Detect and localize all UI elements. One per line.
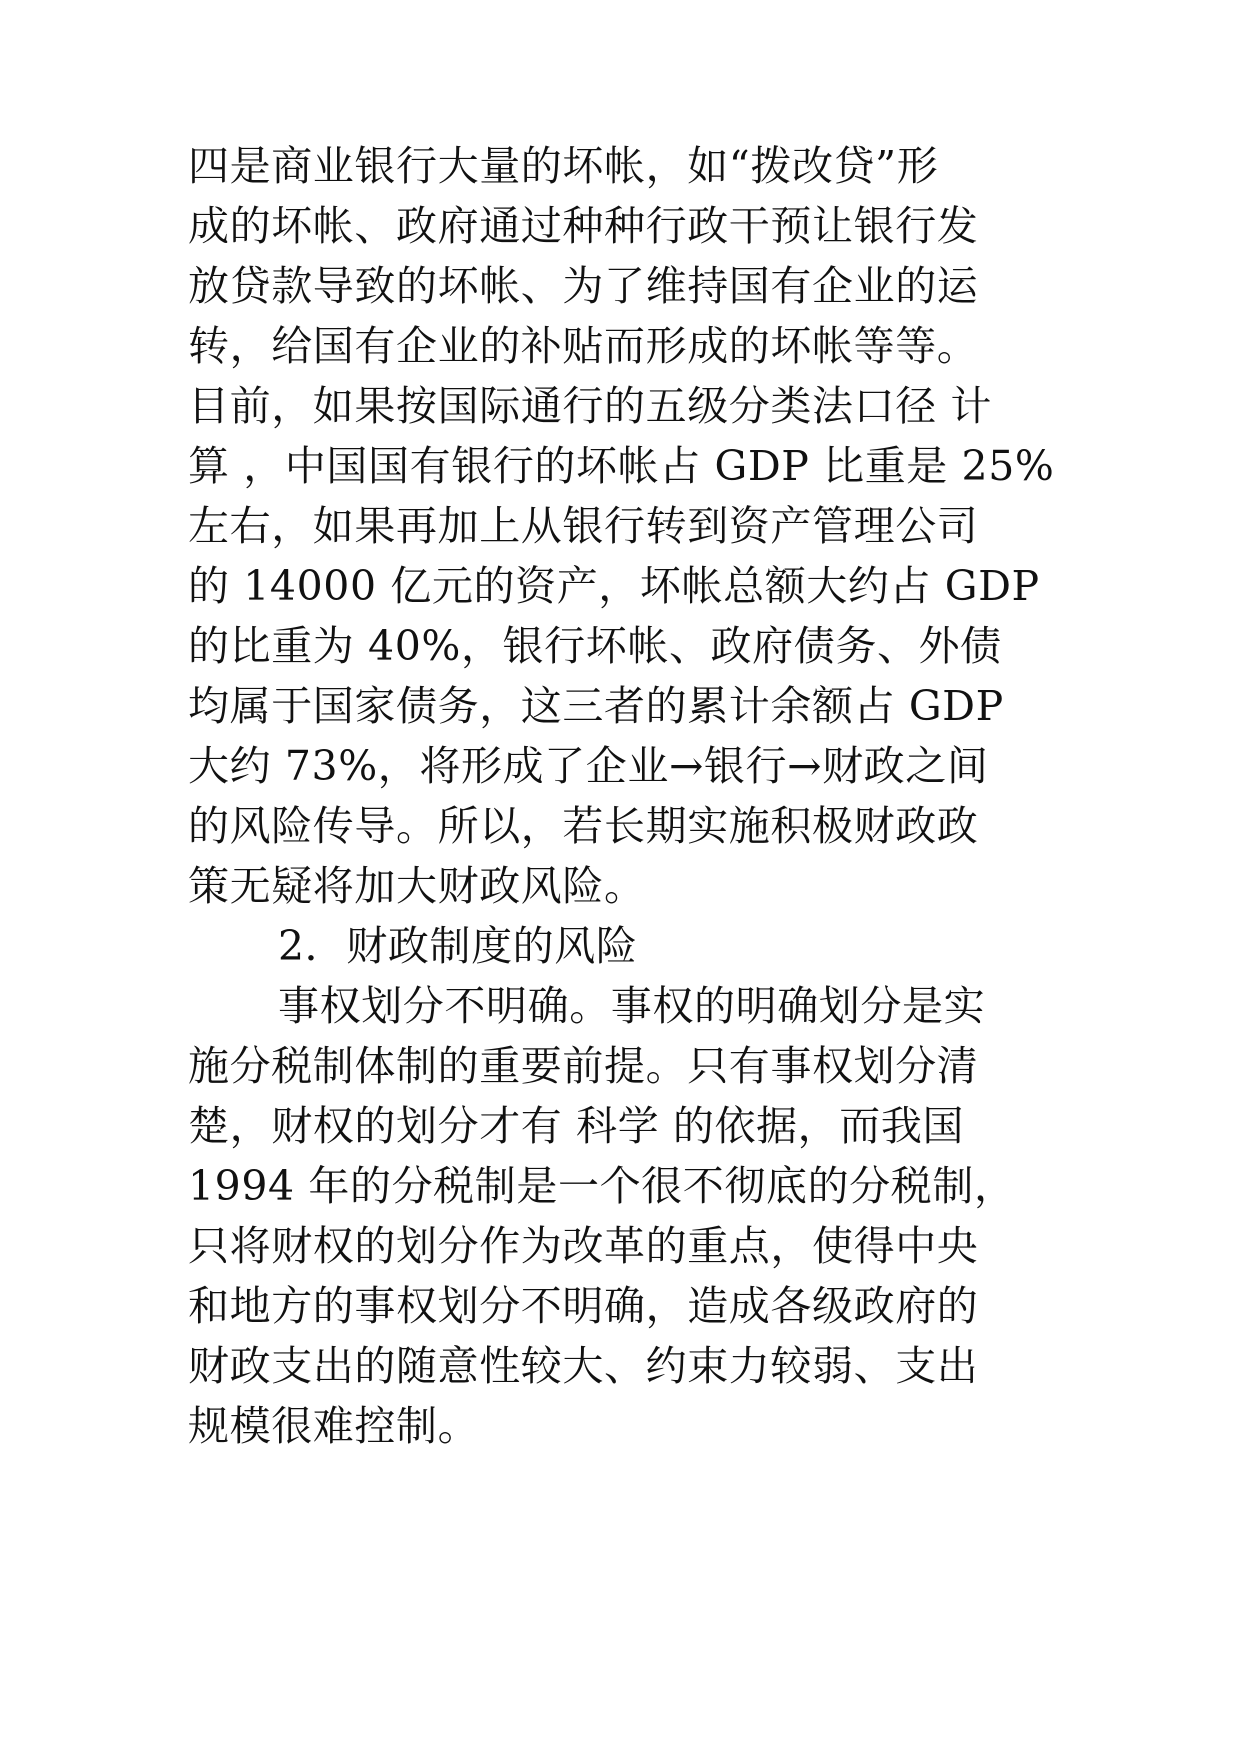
text-line: 四是商业银行大量的坏帐，如“拨改贷”形: [188, 142, 939, 190]
text-line: 策无疑将加大财政风险。: [188, 862, 646, 910]
text-line: 目前，如果按国际通行的五级分类法口径 计: [188, 382, 993, 430]
text-line: 事权划分不明确。事权的明确划分是实: [278, 982, 986, 1030]
text-line: 均属于国家债务，这三者的累计余额占 GDP: [188, 682, 1004, 730]
text-line: 财政支出的随意性较大、约束力较弱、支出: [188, 1342, 979, 1390]
text-line: 规模很难控制。: [188, 1402, 480, 1450]
text-line: 算 ，中国国有银行的坏帐占 GDP 比重是 25%: [188, 442, 1055, 490]
text-line: 成的坏帐、政府通过种种行政干预让银行发: [188, 202, 979, 250]
text-line: 放贷款导致的坏帐、为了维持国有企业的运: [188, 262, 979, 310]
text-line: 的风险传导。所以，若长期实施积极财政政: [188, 802, 979, 850]
text-line: 左右，如果再加上从银行转到资产管理公司: [188, 502, 979, 550]
text-line: 施分税制体制的重要前提。只有事权划分清: [188, 1042, 979, 1090]
text-line: 的 14000 亿元的资产，坏帐总额大约占 GDP: [188, 562, 1040, 610]
text-line: 转，给国有企业的补贴而形成的坏帐等等。: [188, 322, 979, 370]
text-line: 只将财权的划分作为改革的重点，使得中央: [188, 1222, 979, 1270]
text-line: 的比重为 40%，银行坏帐、政府债务、外债: [188, 622, 1002, 670]
section-heading: 2．财政制度的风险: [278, 922, 638, 970]
text-line: 1994 年的分税制是一个很不彻底的分税制，: [188, 1162, 1016, 1210]
text-line: 楚，财权的划分才有 科学 的依据，而我国: [188, 1102, 965, 1150]
text-line: 大约 73%，将形成了企业→银行→财政之间: [188, 742, 989, 790]
text-line: 和地方的事权划分不明确，造成各级政府的: [188, 1282, 979, 1330]
